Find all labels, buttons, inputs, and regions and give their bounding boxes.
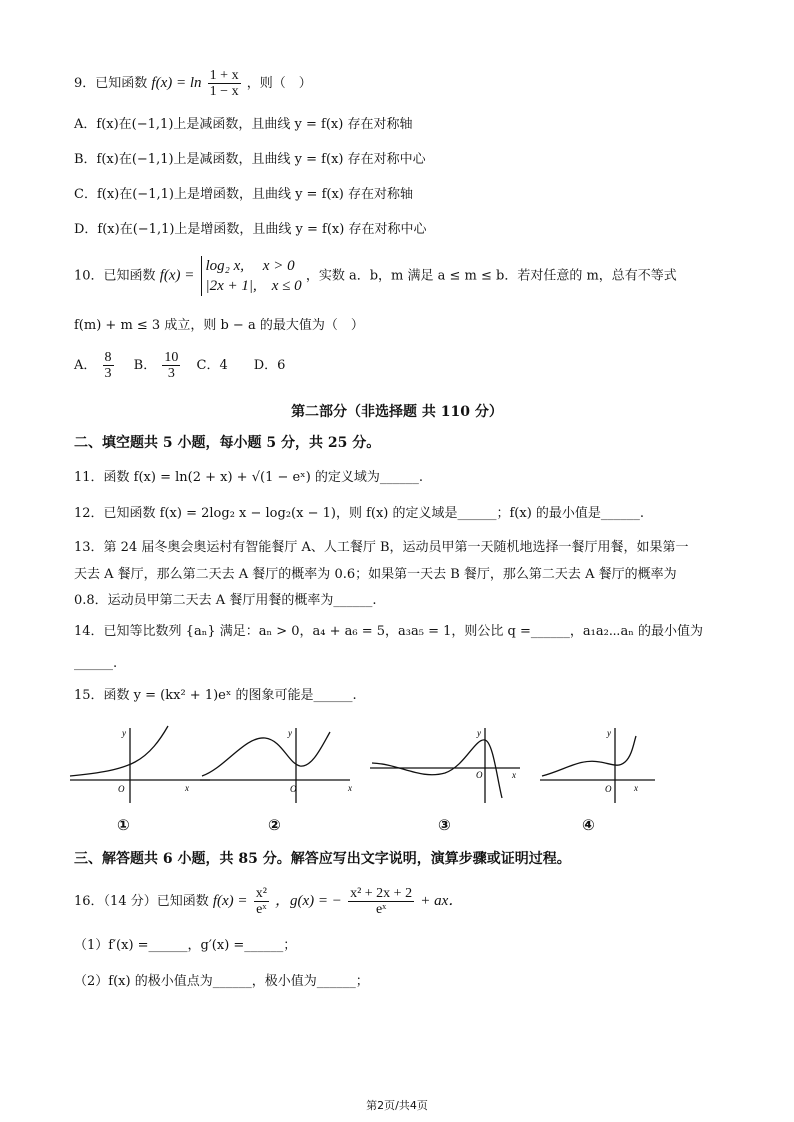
q16-part2: （2）f(x) 的极小值点为______，极小值为______； [74, 974, 369, 989]
q10-case1: log₂ x, x > 0 [205, 258, 295, 274]
part2-title: 第二部分（非选择题 共 110 分） [291, 404, 503, 420]
graph-3-o: O [476, 770, 483, 780]
q9-stem [74, 68, 312, 99]
q16-part1: （1）f′(x) =______，g′(x) =______； [74, 938, 297, 953]
q10-opt-b-num: 10 [164, 350, 179, 365]
section3-title: 三、解答题共 6 小题，共 85 分。解答应写出文字说明，演算步骤或证明过程。 [74, 851, 571, 867]
q11: 11．函数 f(x) = ln(2 + x) + √(1 − eˣ) 的定义域为______. [74, 470, 424, 485]
graph-4-o: O [605, 784, 612, 794]
q16-stem [74, 886, 463, 917]
q10-stem-text: 10．已知函数 [74, 268, 156, 284]
q15-graphs [60, 718, 660, 813]
graph-label-1: ① [117, 816, 130, 834]
graph-2-y: y [288, 728, 292, 738]
q9-frac-num: 1 + x [209, 68, 239, 83]
graph-1-x: x [185, 783, 189, 793]
q10-opt-b: B． [133, 358, 157, 373]
graph-label-2: ② [268, 816, 281, 834]
q16-g-num: x² + 2x + 2 [350, 886, 413, 901]
q13-line2: 天去 A 餐厅，那么第二天去 A 餐厅的概率为 0.6；如果第一天去 B 餐厅，那么第二天去 A 餐厅的概率为 [74, 567, 677, 582]
q9-tail: ，则（ ） [246, 76, 312, 91]
graph-3-x: x [512, 770, 516, 780]
graph-4-y: y [607, 728, 611, 738]
q10-opt-b-frac [162, 350, 180, 381]
q9-fraction [208, 68, 241, 99]
q16-g-frac [348, 886, 414, 917]
q16-f-den: eˣ [256, 902, 267, 917]
q10-opt-a-den: 3 [104, 366, 112, 381]
q16-f-frac [254, 886, 269, 917]
q10-tail: ，实数 a．b，m 满足 a ≤ m ≤ b．若对任意的 m，总有不等式 [305, 268, 677, 284]
q13-line1: 13．第 24 届冬奥会奥运村有智能餐厅 A、人工餐厅 B，运动员甲第一天随机地选择一餐厅用餐，如果第一 [74, 540, 689, 555]
graph-label-4: ④ [582, 816, 595, 834]
q16-g-label: ，g(x) = − [275, 893, 342, 909]
q13-line3: 0.8．运动员甲第二天去 A 餐厅用餐的概率为______. [74, 593, 377, 608]
q10-case2: |2x + 1|, x ≤ 0 [205, 278, 302, 294]
q10-opt-a-frac [103, 350, 114, 381]
graph-3 [370, 728, 520, 803]
graph-2-x: x [348, 783, 352, 793]
q10-opt-b-den: 3 [167, 366, 175, 381]
page-footer: 第2页/共4页 [366, 1099, 428, 1112]
q10-opt-a: A． [74, 358, 97, 373]
q10-opt-a-num: 8 [104, 350, 112, 365]
graph-2 [200, 728, 350, 803]
graph-2-o: O [290, 784, 297, 794]
q9-option-b: B．f(x)在(−1,1)上是减函数，且曲线 y = f(x) 存在对称中心 [74, 152, 426, 167]
q14-line1: 14．已知等比数列 {aₙ} 满足：aₙ > 0，a₄ + a₆ = 5，a₃a₅ = 1，则公比 q =______，a₁a₂⋯aₙ 的最小值为 [74, 624, 703, 639]
q10-options [74, 350, 285, 381]
q16-f-num: x² [255, 886, 267, 901]
graph-3-y: y [477, 728, 481, 738]
graph-label-3: ③ [438, 816, 451, 834]
q16-g-tail: + ax． [420, 893, 464, 909]
q9-frac-den: 1 − x [209, 84, 239, 99]
graph-1 [70, 726, 210, 803]
q9-option-d: D．f(x)在(−1,1)上是增函数，且曲线 y = f(x) 存在对称中心 [74, 222, 427, 237]
q16-stem-text: 16．（14 分）已知函数 [74, 894, 209, 909]
q12: 12．已知函数 f(x) = 2log₂ x − log₂(x − 1)，则 f(x) 的定义域是______；f(x) 的最小值是______. [74, 506, 645, 521]
graph-1-y: y [122, 728, 126, 738]
q10-piecewise [201, 256, 302, 296]
q10-line2: f(m) + m ≤ 3 成立，则 b − a 的最大值为（ ） [74, 318, 364, 333]
q10-stem [74, 256, 677, 296]
q9-stem-text: 9．已知函数 [74, 76, 148, 91]
graph-1-o: O [118, 784, 125, 794]
graph-4-x: x [634, 783, 638, 793]
q15: 15．函数 y = (kx² + 1)eˣ 的图象可能是______. [74, 688, 357, 703]
q10-fname: f(x) = [159, 267, 195, 284]
q9-formula: f(x) = ln [151, 75, 202, 91]
section2-title: 二、填空题共 5 小题，每小题 5 分，共 25 分。 [74, 435, 381, 451]
q14-line2: ______. [74, 656, 118, 671]
q16-f-label: f(x) = [212, 893, 248, 909]
q10-opt-cd: C．4 D．6 [196, 358, 286, 373]
q9-option-c: C．f(x)在(−1,1)上是增函数，且曲线 y = f(x) 存在对称轴 [74, 187, 413, 202]
q9-option-a: A．f(x)在(−1,1)上是减函数，且曲线 y = f(x) 存在对称轴 [74, 117, 413, 132]
q16-g-den: eˣ [375, 902, 387, 917]
